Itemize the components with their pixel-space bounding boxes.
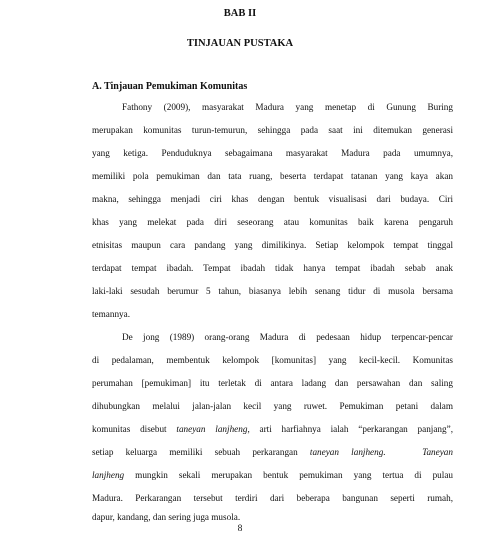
- paragraph-line: terdapat tempat ibadah. Tempat ibadah tidak hanya tempat ibadah sebab anak: [92, 263, 453, 273]
- paragraph-line: yang ketiga. Penduduknya sebagaimana masyarakat Madura pada umumnya,: [92, 148, 453, 158]
- paragraph-line: perumahan [pemukiman] itu terletak di antara ladang dan persawahan dan saling: [92, 378, 453, 388]
- italic-term: Taneyan: [422, 447, 453, 457]
- paragraph-line: temannya.: [92, 309, 131, 319]
- text-run: setiap keluarga memiliki sebuah perkarangan: [92, 447, 310, 457]
- paragraph-line: laki-laki sesudah berumur 5 tahun, biasanya lebih senang tidur di musola bersama: [92, 286, 453, 296]
- paragraph-line: di pedalaman, membentuk kelompok [komunitas] yang kecil-kecil. Komunitas: [92, 355, 453, 365]
- page-number: 8: [237, 524, 243, 534]
- text-run: mungkin sekali merupakan bentuk pemukiman yang tertua di pulau: [124, 470, 453, 480]
- paragraph-line: dihubungkan melalui jalan-jalan kecil yang ruwet. Pemukiman petani dalam: [92, 401, 453, 411]
- text-run: komunitas disebut: [92, 424, 177, 434]
- paragraph-line: Madura. Perkarangan tersebut terdiri dari beberapa bangunan seperti rumah,: [92, 493, 453, 503]
- italic-term: taneyan lanjheng.: [309, 447, 386, 457]
- paragraph-line: [92, 446, 453, 458]
- italic-term: lanjheng: [92, 470, 125, 480]
- chapter-label: BAB II: [223, 8, 257, 19]
- paragraph-line: khas yang melekat pada diri seseorang atau komunitas baik karena pengaruh: [92, 217, 453, 227]
- paragraph-line: Fathony (2009), masyarakat Madura yang menetap di Gunung Buring: [122, 102, 453, 112]
- paragraph-line: [92, 469, 453, 481]
- section-heading: A. Tinjauan Pemukiman Komunitas: [92, 81, 248, 92]
- paragraph-line: De jong (1989) orang-orang Madura di pedesaan hidup terpencar-pencar: [122, 332, 453, 342]
- paragraph-line: [92, 423, 453, 435]
- paragraph-line: makna, sehingga menjadi ciri khas dengan bentuk visualisasi dari budaya. Ciri: [92, 194, 453, 204]
- italic-term: taneyan lanjheng: [176, 424, 248, 434]
- paragraph-line: dapur, kandang, dan sering juga musola.: [92, 512, 241, 522]
- chapter-title: TINJAUAN PUSTAKA: [186, 38, 294, 49]
- paragraph-line: memiliki pola pemukiman dan tata ruang, beserta terdapat tatanan yang kaya akan: [92, 171, 453, 181]
- paragraph-line: etnisitas maupun cara pandang yang dimilikinya. Setiap kelompok tempat tinggal: [92, 240, 453, 250]
- text-run: , arti harfiahnya ialah “perkarangan panjang”,: [247, 424, 453, 434]
- paragraph-line: merupakan komunitas turun-temurun, sehingga pada saat ini ditemukan generasi: [92, 125, 453, 135]
